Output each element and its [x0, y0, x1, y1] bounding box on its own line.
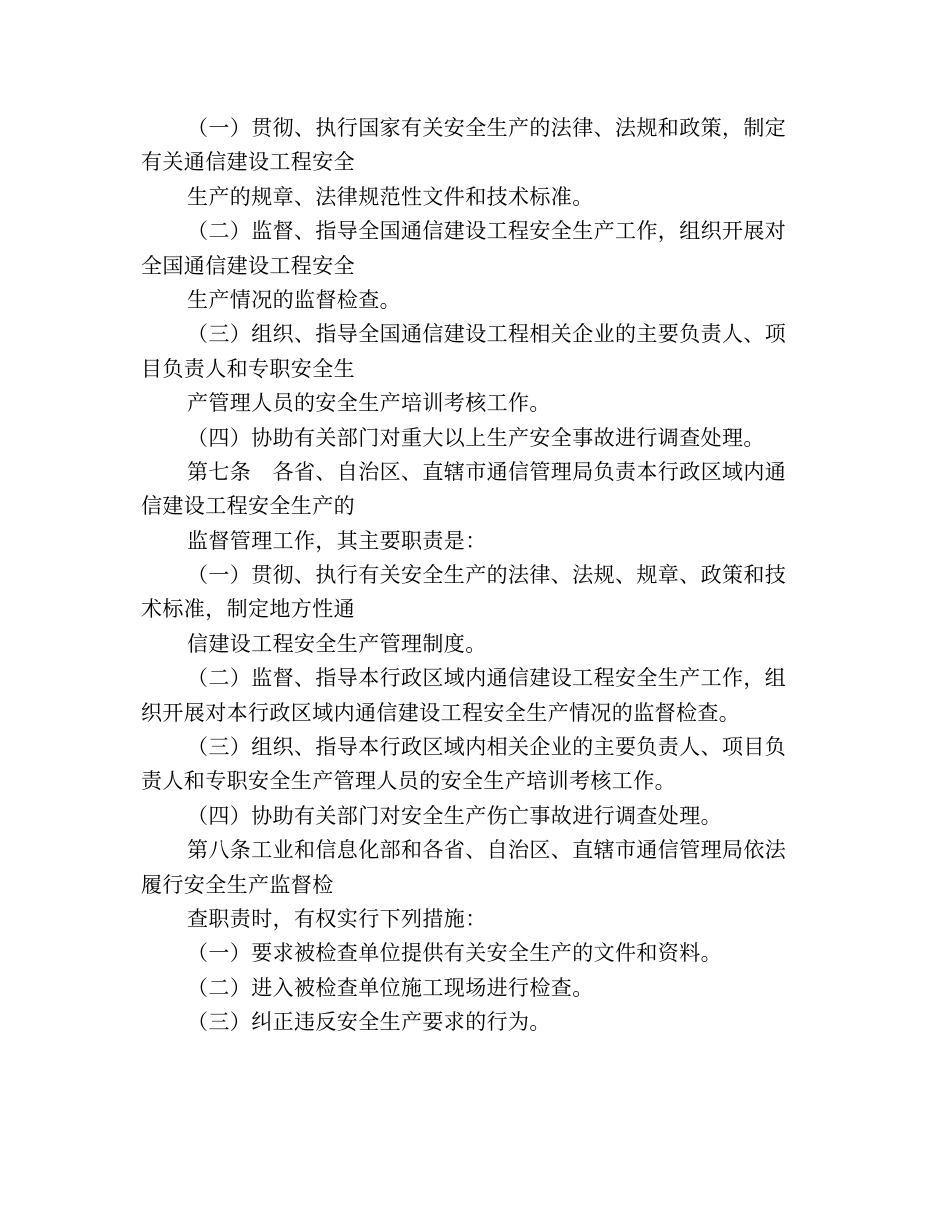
text-line: 生产的规章、法律规范性文件和技术标准。	[187, 184, 594, 209]
text-line: （二）监督、指导全国通信建设工程安全生产工作，组织开展对	[187, 219, 787, 244]
text-line: 织开展对本行政区域内通信建设工程安全生产情况的监督检查。	[141, 700, 741, 725]
text-line: （二）进入被检查单位施工现场进行检查。	[187, 975, 594, 1000]
text-line: 履行安全生产监督检	[141, 872, 334, 897]
text-line: 术标准，制定地方性通	[141, 597, 355, 622]
text-line: 产管理人员的安全生产培训考核工作。	[187, 391, 551, 416]
text-line: 查职责时，有权实行下列措施：	[187, 906, 487, 931]
document-body	[141, 111, 801, 1040]
text-line: （二）监督、指导本行政区域内通信建设工程安全生产工作，组	[187, 666, 787, 691]
text-line: （一）要求被检查单位提供有关安全生产的文件和资料。	[187, 941, 722, 966]
text-line: 有关通信建设工程安全	[141, 150, 355, 175]
text-line: 第七条 各省、自治区、直辖市通信管理局负责本行政区域内通	[187, 459, 787, 484]
text-line: （四）协助有关部门对安全生产伤亡事故进行调查处理。	[187, 803, 722, 828]
text-line: 生产情况的监督检查。	[187, 287, 401, 312]
text-line: 责人和专职安全生产管理人员的安全生产培训考核工作。	[141, 769, 676, 794]
text-line: （一）贯彻、执行有关安全生产的法律、法规、规章、政策和技	[187, 563, 787, 588]
text-line: （三）纠正违反安全生产要求的行为。	[187, 1010, 551, 1035]
text-line: （三）组织、指导全国通信建设工程相关企业的主要负责人、项	[187, 322, 787, 347]
text-line: （一）贯彻、执行国家有关安全生产的法律、法规和政策，制定	[187, 116, 787, 140]
text-line: （三）组织、指导本行政区域内相关企业的主要负责人、项目负	[187, 735, 787, 760]
text-line: （四）协助有关部门对重大以上生产安全事故进行调查处理。	[187, 425, 765, 450]
text-line: 目负责人和专职安全生	[141, 356, 355, 381]
text-line: 第八条工业和信息化部和各省、自治区、直辖市通信管理局依法	[187, 838, 787, 863]
text-line: 信建设工程安全生产的	[141, 494, 355, 519]
text-line: 全国通信建设工程安全	[141, 253, 355, 278]
text-line: 监督管理工作，其主要职责是：	[187, 528, 487, 553]
text-line: 信建设工程安全生产管理制度。	[187, 631, 487, 656]
